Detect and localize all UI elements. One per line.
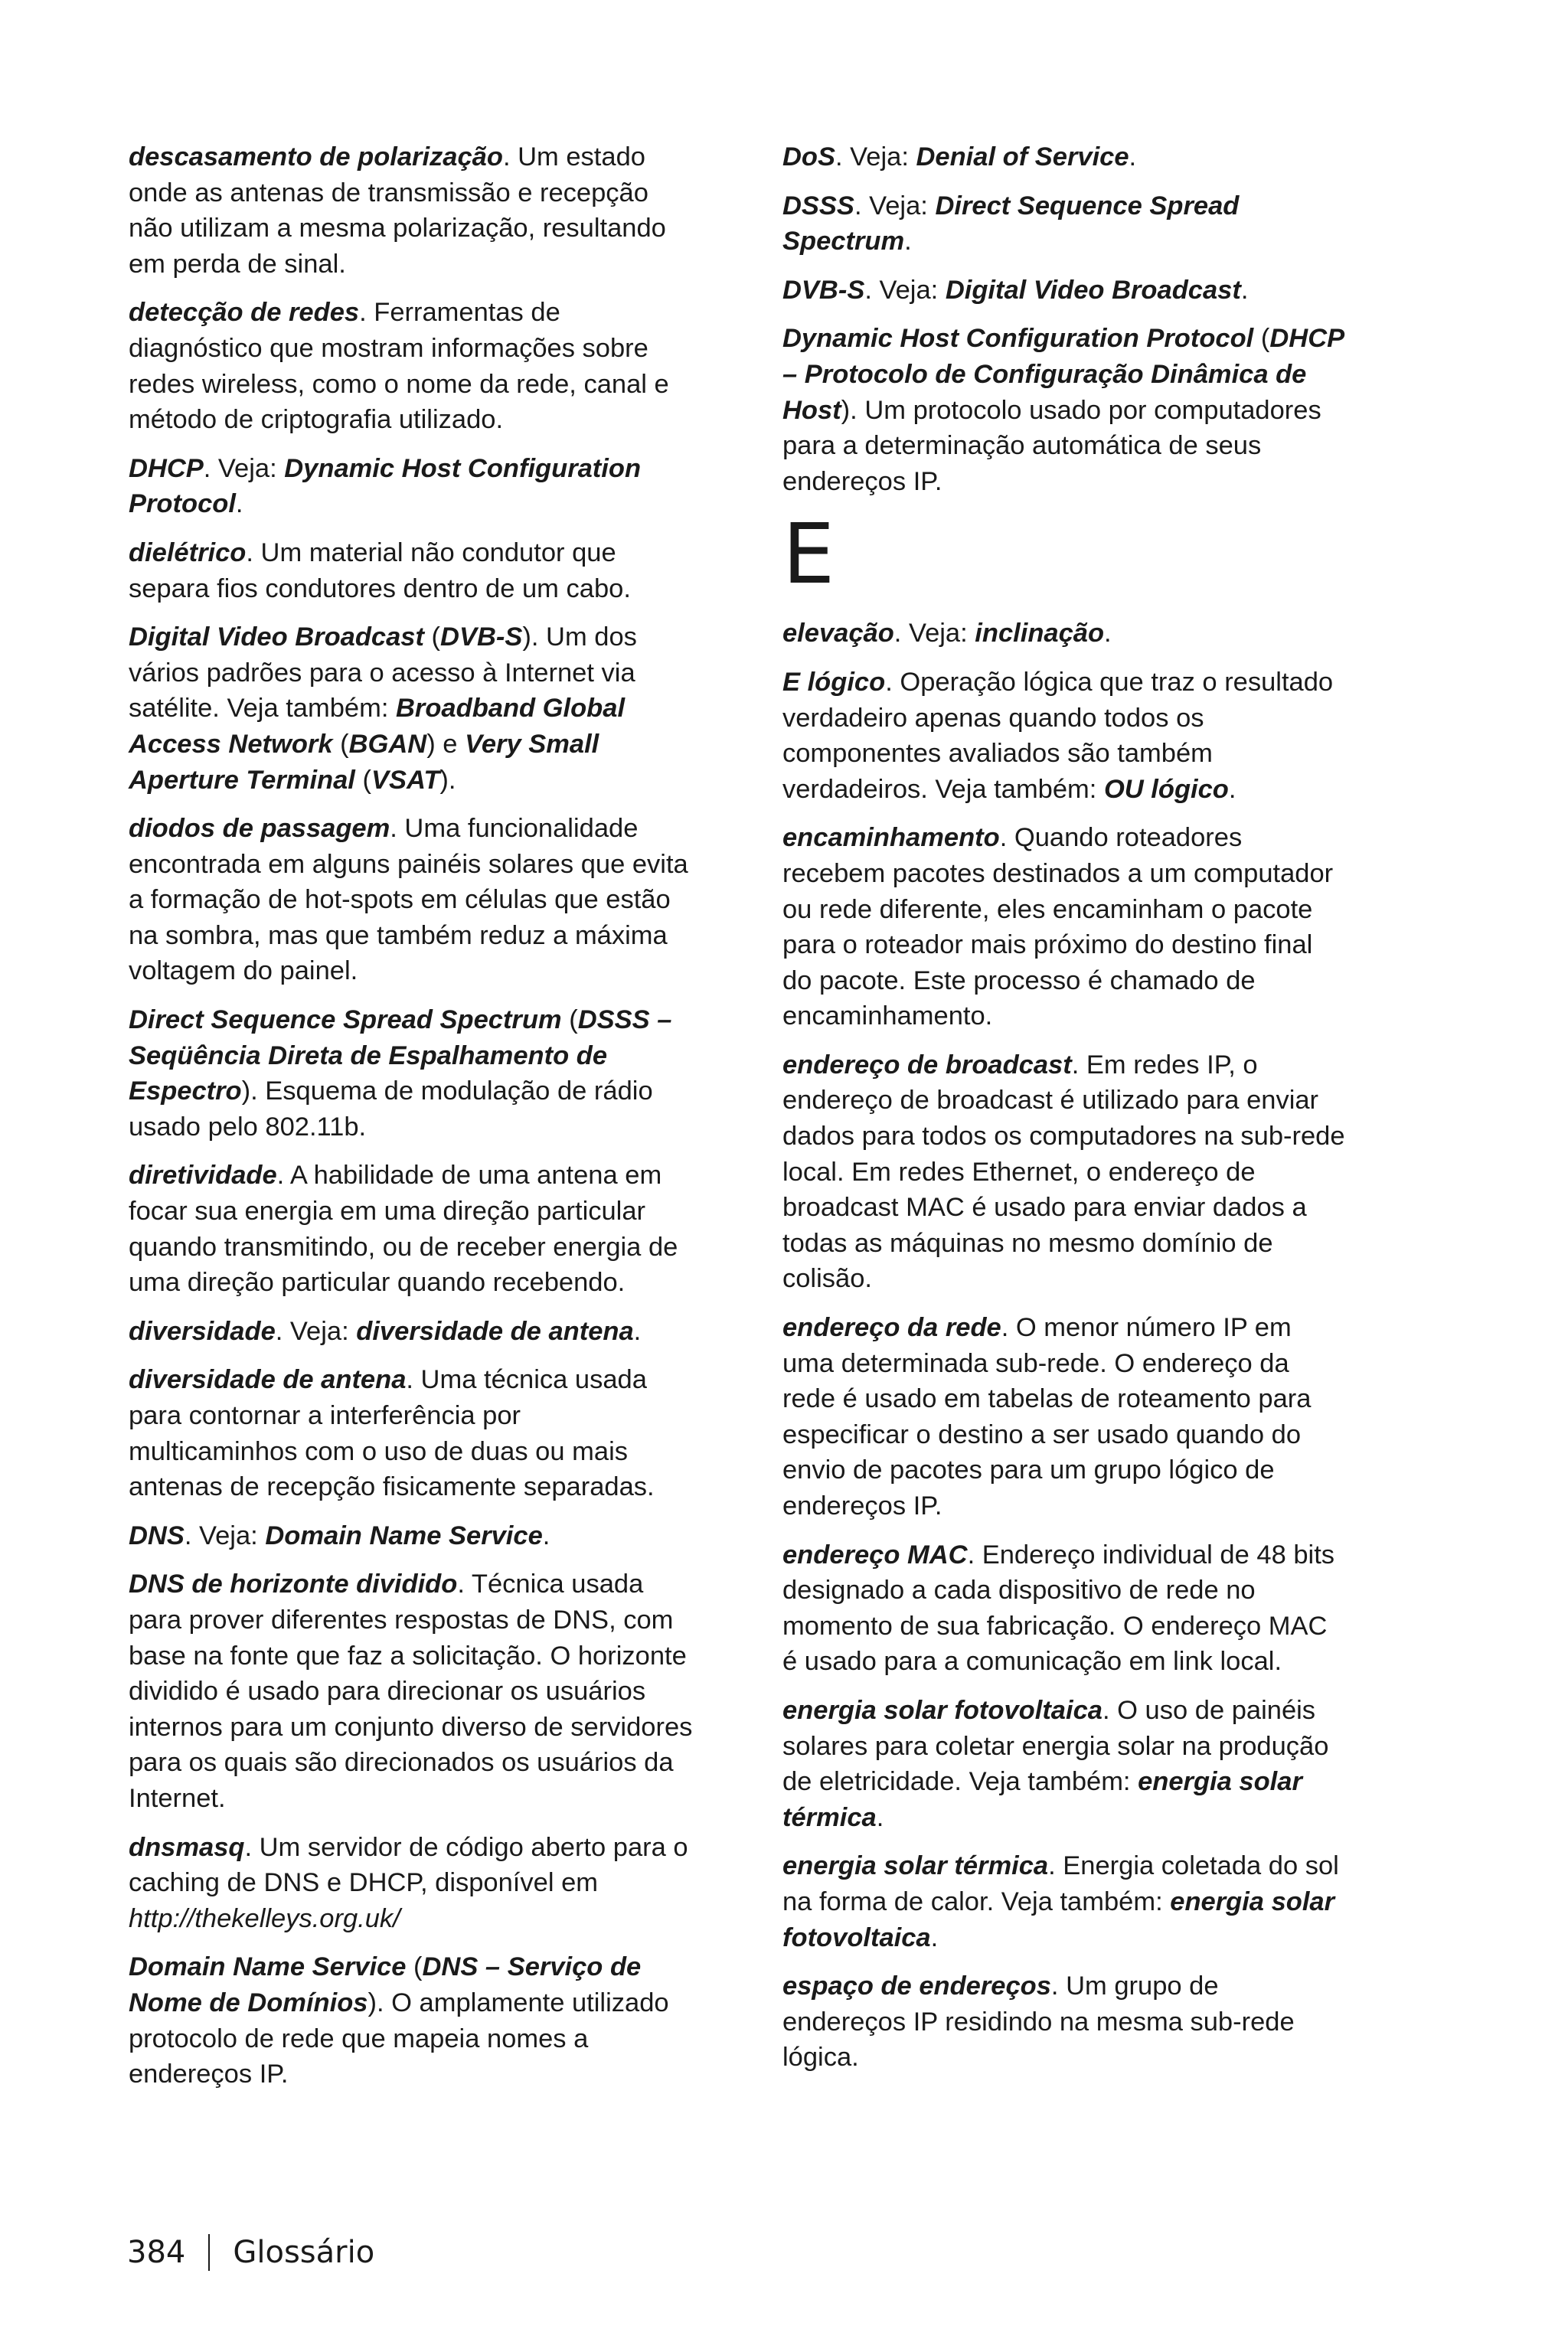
footer-separator <box>208 2234 210 2271</box>
glossary-term: dnsmasq <box>129 1832 245 1862</box>
glossary-term: endereço da rede <box>782 1313 1001 1343</box>
definition-text: . <box>235 489 243 519</box>
glossary-entry <box>129 451 695 522</box>
glossary-entry <box>782 1968 1349 2076</box>
cross-reference-term: Domain Name Service <box>265 1521 543 1550</box>
definition-text: ( <box>406 1952 423 1982</box>
glossary-term: endereço de broadcast <box>782 1050 1072 1080</box>
glossary-entry <box>129 295 695 437</box>
definition-text: . <box>1240 275 1249 305</box>
glossary-entry <box>129 1949 695 2092</box>
definition-text: . <box>1228 774 1236 804</box>
definition-text: . O uso de painéis solares para coletar energia solar na produção de eletricidade. Veja também: <box>782 1695 1329 1797</box>
cross-reference-term: OU lógico <box>1103 774 1229 804</box>
glossary-term: Domain Name Service <box>129 1952 407 1982</box>
cross-reference-term: DNS – Serviço de Nome de Domínios <box>129 1952 642 2017</box>
glossary-term: DNS <box>129 1521 185 1550</box>
right-column-bottom <box>782 616 1349 2076</box>
cross-reference-term: DHCP – Protocolo de Configuração Dinâmica de Host <box>782 324 1344 425</box>
glossary-entry <box>129 1362 695 1504</box>
definition-text: . Ferramentas de diagnóstico que mostram informações sobre redes wireless, como o nome da rede, canal e método de criptografia utilizado. <box>129 298 669 435</box>
cross-reference-term: Dynamic Host Configuration Protocol <box>129 453 642 519</box>
glossary-entry <box>782 1537 1349 1680</box>
glossary-term: energia solar fotovoltaica <box>782 1695 1102 1725</box>
glossary-term: E lógico <box>782 667 886 697</box>
definition-text: . Um estado onde as antenas de transmissão e recepção não utilizam a mesma polarização, resultando em perda de sinal. <box>129 142 666 279</box>
cross-reference-term: VSAT <box>371 765 440 795</box>
cross-reference-term: Direct Sequence Spread Spectrum <box>782 191 1240 256</box>
definition-text: . Um material não condutor que separa fios condutores dentro de um cabo. <box>129 537 631 603</box>
definition-text: ). O amplamente utilizado protocolo de rede que mapeia nomes a endereços IP. <box>129 1988 669 2089</box>
glossary-term: encaminhamento <box>782 823 1000 853</box>
glossary-entry <box>782 1310 1349 1524</box>
glossary-entry <box>782 188 1349 260</box>
definition-text: . Veja: <box>864 275 946 305</box>
definition-text: . Um servidor de código aberto para o caching de DNS e DHCP, disponível em <box>129 1832 688 1898</box>
glossary-term: DHCP <box>129 453 204 483</box>
definition-text: ( <box>423 622 441 652</box>
glossary-term: dielétrico <box>129 537 247 567</box>
page-number: 384 <box>127 2235 186 2270</box>
page-footer <box>127 2234 374 2271</box>
definition-text: ) e <box>426 729 466 759</box>
glossary-term: espaço de endereços <box>782 1971 1051 2001</box>
right-column-top <box>782 139 1349 499</box>
glossary-entry <box>129 535 695 606</box>
definition-text: ( <box>1253 324 1270 354</box>
definition-text: . Energia coletada do sol na forma de calor. Veja também: <box>782 1851 1339 1916</box>
definition-text: . Endereço individual de 48 bits designado a cada dispositivo de rede no momento de sua fabricação. O endereço MAC é usado para a comunicação em link local. <box>782 1540 1335 1677</box>
definition-text: ( <box>332 729 349 759</box>
glossary-term: descasamento de polarização <box>129 142 503 172</box>
glossary-entry <box>129 811 695 989</box>
glossary-entry <box>129 1002 695 1145</box>
footer-section-title: Glossário <box>233 2235 375 2270</box>
glossary-entry <box>129 1158 695 1300</box>
glossary-entry <box>782 1693 1349 1835</box>
definition-text: . Uma funcionalidade encontrada em alguns painéis solares que evita a formação de hot-spots em células que estão na sombra, mas que também reduz a máxima voltagem do painel. <box>129 814 688 986</box>
definition-text: . Um grupo de endereços IP residindo na mesma sub-rede lógica. <box>782 1971 1295 2073</box>
cross-reference-term: diversidade de antena <box>356 1316 634 1346</box>
glossary-term: diversidade de antena <box>129 1365 407 1395</box>
definition-text: . <box>904 227 912 256</box>
glossary-term: detecção de redes <box>129 298 360 328</box>
definition-text: . <box>542 1521 550 1550</box>
definition-text: . Operação lógica que traz o resultado verdadeiro apenas quando todos os componentes avaliados são também verdadeiros. Veja também: <box>782 667 1334 804</box>
definition-text: ( <box>561 1005 578 1035</box>
definition-text: . Uma técnica usada para contornar a interferência por multicaminhos com o uso de duas ou mais antenas de recepção fisicamente separadas. <box>129 1365 655 1502</box>
definition-text: . Veja: <box>203 453 285 483</box>
glossary-entry <box>129 1518 695 1554</box>
cross-reference-term: BGAN <box>348 729 427 759</box>
glossary-entry <box>782 1848 1349 1955</box>
glossary-entry <box>782 616 1349 652</box>
definition-text: . O menor número IP em uma determinada sub-rede. O endereço da rede é usado em tabelas de roteamento para especificar o destino a ser usado quando do envio de pacotes para um grupo lógico de endereços IP. <box>782 1313 1312 1521</box>
definition-text: ( <box>354 765 371 795</box>
definition-text: ). Um dos vários padrões para o acesso à Internet via satélite. Veja também: <box>129 622 637 724</box>
glossary-term: DNS de horizonte dividido <box>129 1570 458 1599</box>
definition-text: ). <box>439 765 456 795</box>
glossary-term: DSSS <box>782 191 854 220</box>
glossary-entry <box>782 665 1349 807</box>
definition-text: . Quando roteadores recebem pacotes destinados a um computador ou rede diferente, eles encaminham o pacote para o roteador mais próximo do destino final do pacote. Este processo é chamado de encaminhamento. <box>782 823 1334 1031</box>
definition-text: . Veja: <box>854 191 936 220</box>
glossary-term: DoS <box>782 142 835 172</box>
glossary-entry <box>782 273 1349 309</box>
definition-text: . <box>876 1802 884 1832</box>
cross-reference-term: Denial of Service <box>916 142 1129 172</box>
cross-reference-term: energia solar fotovoltaica <box>782 1886 1335 1952</box>
glossary-term: energia solar térmica <box>782 1851 1049 1881</box>
cross-reference-term: DSSS – Seqüência Direta de Espalhamento de Espectro <box>129 1005 672 1106</box>
glossary-entry <box>782 139 1349 175</box>
cross-reference-term: Digital Video Broadcast <box>945 275 1241 305</box>
glossary-term: diversidade <box>129 1316 276 1346</box>
glossary-entry <box>129 139 695 282</box>
definition-text: ). Um protocolo usado por computadores para a determinação automática de seus endereços IP. <box>782 395 1321 496</box>
section-letter-heading: E <box>782 507 835 603</box>
glossary-term: DVB-S <box>782 275 865 305</box>
right-column <box>782 139 1349 2089</box>
url-text: http://thekelleys.org.uk/ <box>129 1903 400 1933</box>
definition-text: . <box>1104 619 1112 648</box>
definition-text: . <box>633 1316 642 1346</box>
glossary-term: Dynamic Host Configuration Protocol <box>782 324 1254 354</box>
definition-text: . Veja: <box>893 619 975 648</box>
definition-text: ). Esquema de modulação de rádio usado pelo 802.11b. <box>129 1076 653 1142</box>
glossary-term: elevação <box>782 619 894 648</box>
glossary-entry <box>782 820 1349 1034</box>
cross-reference-term: energia solar térmica <box>782 1767 1302 1832</box>
cross-reference-term: Broadband Global Access Network <box>129 694 626 759</box>
glossary-entry <box>129 1566 695 1816</box>
definition-text: . Veja: <box>835 142 916 172</box>
glossary-entry <box>129 619 695 798</box>
glossary-term: diodos de passagem <box>129 814 390 844</box>
glossary-term: Digital Video Broadcast <box>129 622 424 652</box>
glossary-term: Direct Sequence Spread Spectrum <box>129 1005 562 1035</box>
definition-text: . <box>1129 142 1137 172</box>
definition-text: . Veja: <box>184 1521 266 1550</box>
definition-text: . A habilidade de uma antena em focar sua energia em uma direção particular quando transmitindo, ou de receber energia de uma direção particular quando recebendo. <box>129 1161 678 1298</box>
cross-reference-term: DVB-S <box>440 622 523 652</box>
glossary-term: diretividade <box>129 1161 277 1191</box>
definition-text: . Técnica usada para prover diferentes respostas de DNS, com base na fonte que faz a solicitação. O horizonte dividido é usado para direcionar os usuários internos para um conjunto diverso de servidores para os quais são direcionados os usuários da Internet. <box>129 1570 693 1813</box>
glossary-term: endereço MAC <box>782 1540 968 1570</box>
glossary-entry <box>129 1830 695 1937</box>
definition-text: . <box>930 1922 939 1952</box>
glossary-entry <box>782 321 1349 499</box>
cross-reference-term: Very Small Aperture Terminal <box>129 729 599 795</box>
definition-text: . Veja: <box>275 1316 357 1346</box>
definition-text: . Em redes IP, o endereço de broadcast é utilizado para enviar dados para todos os computadores na sub-rede local. Em redes Ethernet, o endereço de broadcast MAC é usado para enviar dados a todas as máquinas no mesmo domínio de colisão. <box>782 1050 1345 1294</box>
glossary-entry <box>129 1314 695 1350</box>
cross-reference-term: inclinação <box>975 619 1105 648</box>
glossary-entry <box>782 1047 1349 1297</box>
left-column <box>129 139 695 2105</box>
